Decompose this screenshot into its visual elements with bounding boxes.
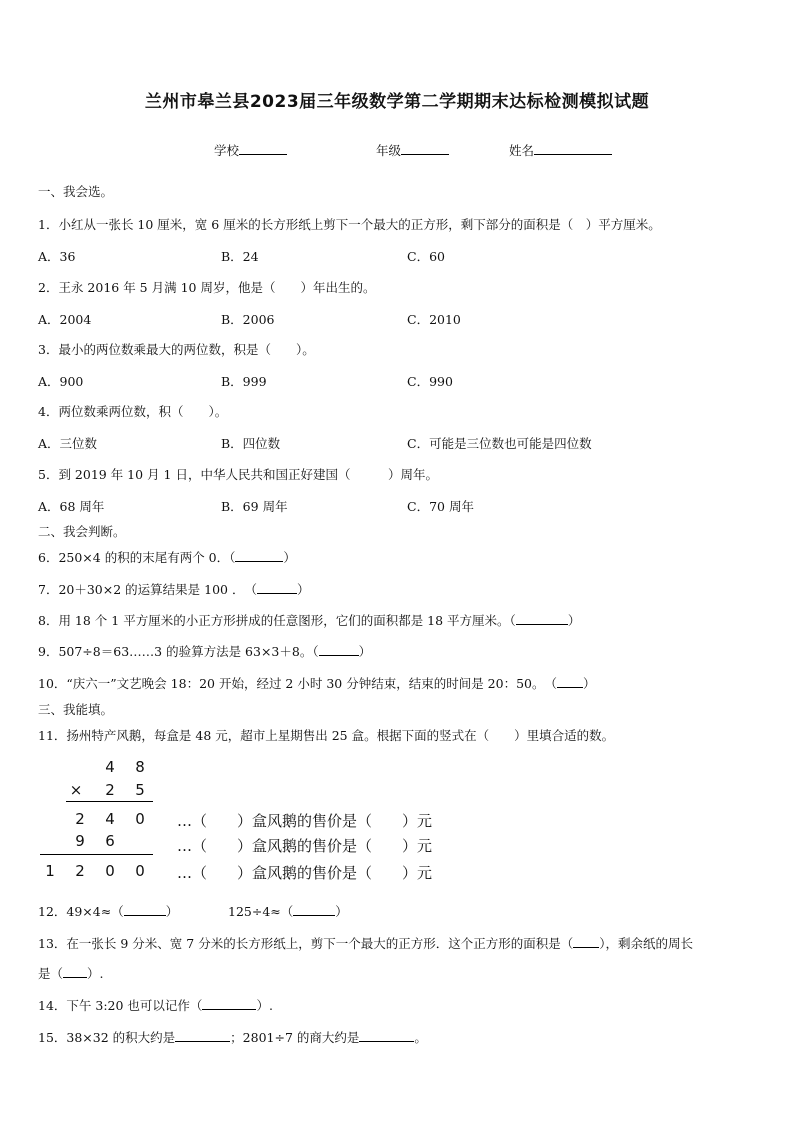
grade-label: 年级 <box>376 143 402 158</box>
q3-option-a: A．900 <box>38 374 84 389</box>
q4-option-a: A．三位数 <box>38 436 98 451</box>
q13-text-1: 13．在一张长 9 分米、宽 7 分米的长方形纸上，剪下一个最大的正方形．这个正方形的面积是（ <box>38 936 574 951</box>
q1-option-a: A．36 <box>38 249 76 264</box>
q9-close: ） <box>358 644 372 659</box>
q1-option-b: B．24 <box>221 249 259 264</box>
result-note: …（ ）盒风鹅的售价是（ ）元 <box>177 864 433 882</box>
result-digit-3: 0 <box>105 862 115 880</box>
q8-text: 8．用 18 个 1 平方厘米的小正方形拼成的任意图形，它们的面积都是 18 平方厘米。（ <box>38 613 516 628</box>
q10-text: 10．“庆六一”文艺晚会 18：20 开始，经过 2 小时 30 分钟结束，结束的时间是 20：50。 （ <box>38 676 557 691</box>
question-13-line-1 <box>38 934 693 952</box>
name-blank <box>534 142 612 155</box>
question-14 <box>38 996 273 1014</box>
grade-blank <box>401 142 449 155</box>
q12a-close: ） <box>165 904 179 919</box>
q14-text: 14．下午 3:20 也可以记作（ <box>38 998 203 1013</box>
q4-option-c: C．可能是三位数也可能是四位数 <box>407 436 592 451</box>
partial2-digit-1: 9 <box>75 832 85 850</box>
q12a-text: 12．49×4≈（ <box>38 904 124 919</box>
q9-text: 9．507÷8＝63……3 的验算方法是 63×3＋8。（ <box>38 644 319 659</box>
q8-close: ） <box>567 613 581 628</box>
q5-option-a: A．68 周年 <box>38 499 105 514</box>
multiplicand-ones-digit: 8 <box>135 758 145 776</box>
q13-text-4: ）. <box>87 966 104 981</box>
section-heading-3: 三、我能填。 <box>38 702 114 717</box>
school-label: 学校 <box>214 143 240 158</box>
q4-option-b: B．四位数 <box>221 436 281 451</box>
multiplication-rule-1 <box>66 801 153 802</box>
question-9 <box>38 642 371 660</box>
q3-option-b: B．999 <box>221 374 267 389</box>
question-4: 4．两位数乘两位数，积（ ）。 <box>38 404 228 419</box>
q15-text-3: 。 <box>414 1030 427 1045</box>
name-field <box>509 141 612 159</box>
q6-close: ） <box>283 550 296 565</box>
school-field <box>214 141 287 159</box>
school-blank <box>239 142 287 155</box>
section-heading-1: 一、我会选。 <box>38 184 114 199</box>
q13-answer-blank-1 <box>573 936 599 948</box>
multiplicand-tens-digit: 4 <box>105 758 115 776</box>
q5-option-b: B．69 周年 <box>221 499 288 514</box>
q15-text-1: 15．38×32 的积大约是 <box>38 1030 176 1045</box>
q15-answer-blank-1 <box>175 1030 230 1042</box>
question-2: 2．王永 2016 年 5 月满 10 周岁，他是（ ）年出生的。 <box>38 280 376 295</box>
q13-text-3: 是（ <box>38 966 64 981</box>
q10-answer-blank <box>557 676 583 688</box>
q14-close: ）. <box>256 998 273 1013</box>
q7-close: ） <box>296 582 310 597</box>
result-digit-4: 0 <box>135 862 145 880</box>
q3-option-c: C．990 <box>407 374 453 389</box>
q2-option-a: A．2004 <box>38 312 92 327</box>
question-7 <box>38 580 310 598</box>
q13-text-2: ），剩余纸的周长 <box>599 936 693 951</box>
q6-answer-blank <box>235 550 283 562</box>
q8-answer-blank <box>516 613 568 625</box>
grade-field <box>376 141 449 159</box>
question-12a <box>38 902 178 920</box>
q2-option-c: C．2010 <box>407 312 461 327</box>
q13-answer-blank-2 <box>63 966 87 978</box>
q12b-answer-blank <box>293 904 335 916</box>
q2-option-b: B．2006 <box>221 312 275 327</box>
q15-text-2: ；2801÷7 的商大约是 <box>230 1030 360 1045</box>
q5-option-c: C．70 周年 <box>407 499 474 514</box>
partial2-digit-2: 6 <box>105 832 115 850</box>
question-8 <box>38 611 580 629</box>
question-12b <box>228 902 348 920</box>
q6-text: 6．250×4 的积的末尾有两个 0．（ <box>38 550 236 565</box>
q15-answer-blank-2 <box>359 1030 414 1042</box>
question-15 <box>38 1028 427 1046</box>
q12a-answer-blank <box>124 904 166 916</box>
partial1-note: …（ ）盒风鹅的售价是（ ）元 <box>177 812 433 830</box>
q12b-close: ） <box>335 904 348 919</box>
result-digit-1: 1 <box>45 862 55 880</box>
question-13-line-2 <box>38 964 104 982</box>
q10-close: ） <box>582 676 596 691</box>
partial2-note: …（ ）盒风鹅的售价是（ ）元 <box>177 837 433 855</box>
q9-answer-blank <box>319 644 359 656</box>
question-10 <box>38 674 596 692</box>
question-6 <box>38 548 296 566</box>
multiplier-tens-digit: 2 <box>105 781 115 799</box>
page-title: 兰州市皋兰县2023届三年级数学第二学期期末达标检测模拟试题 <box>144 92 650 112</box>
question-3: 3．最小的两位数乘最大的两位数，积是（ ）。 <box>38 342 315 357</box>
multiply-sign: × <box>69 781 83 799</box>
partial1-digit-3: 0 <box>135 810 145 828</box>
q7-answer-blank <box>257 582 297 594</box>
partial1-digit-1: 2 <box>75 810 85 828</box>
result-digit-2: 2 <box>75 862 85 880</box>
q12b-text: 125÷4≈（ <box>228 904 294 919</box>
multiplication-rule-2 <box>40 854 153 855</box>
question-11: 11．扬州特产风鹅，每盒是 48 元，超市上星期售出 25 盒。根据下面的竖式在（ ）里填合适的数。 <box>38 728 615 743</box>
q14-answer-blank <box>202 998 256 1010</box>
name-label: 姓名 <box>509 143 535 158</box>
question-5: 5．到 2019 年 10 月 1 日，中华人民共和国正好建国（ ）周年。 <box>38 467 438 482</box>
multiplier-ones-digit: 5 <box>135 781 145 799</box>
q7-text: 7．20＋30×2 的运算结果是 100 ． （ <box>38 582 257 597</box>
question-1: 1．小红从一张长 10 厘米，宽 6 厘米的长方形纸上剪下一个最大的正方形，剩下部分的面积是（ ）平方厘米。 <box>38 217 661 232</box>
partial1-digit-2: 4 <box>105 810 115 828</box>
q1-option-c: C．60 <box>407 249 445 264</box>
section-heading-2: 二、我会判断。 <box>38 524 126 539</box>
